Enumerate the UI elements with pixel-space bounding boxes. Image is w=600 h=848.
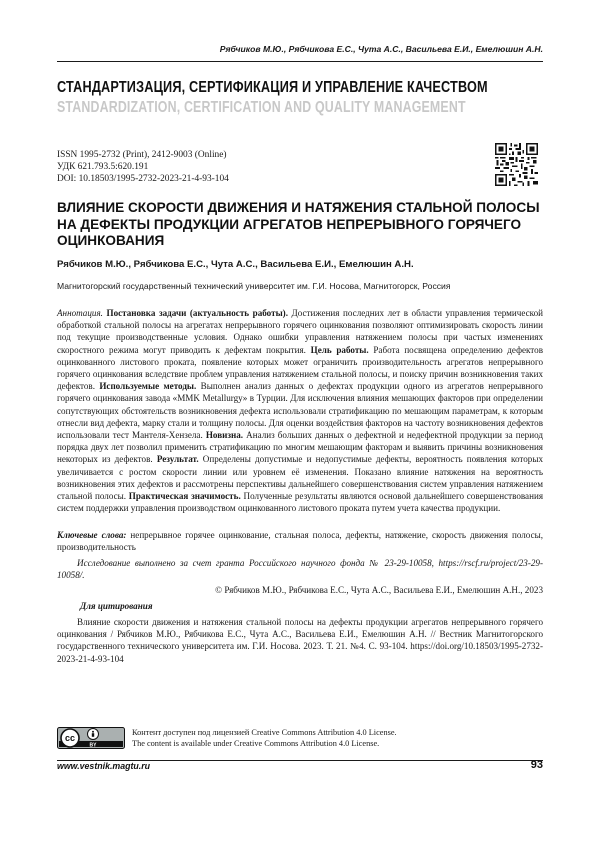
citation-label: Для цитирования [80, 601, 153, 611]
keywords [57, 529, 543, 553]
article-title: ВЛИЯНИЕ СКОРОСТИ ДВИЖЕНИЯ И НАТЯЖЕНИЯ СТАЛЬНОЙ ПОЛОСЫ НА ДЕФЕКТЫ ПРОДУКЦИИ АГРЕГАТОВ НЕПРЕРЫВНОГО ГОРЯЧЕГО ОЦИНКОВАНИЯ [57, 200, 540, 248]
cc-badge-cc-text: cc [64, 733, 76, 743]
abstract-goal-text: Работа посвящена определению дефектов оцинкованного листового проката, появление которых может ограничить производительность агрегатов непрерывного горячего оцинкования вследствие проблем управления натяжением стальной полосы, и поиску причин возникновения таких дефектов. [57, 344, 543, 392]
license-line-en: The content is available under Creative Commons Attribution 4.0 License. [132, 739, 380, 748]
abstract-novelty-heading: Новизна. [205, 430, 244, 441]
abstract-label: Аннотация. [57, 308, 103, 318]
abstract-problem-heading: Постановка задачи (актуальность работы). [106, 308, 288, 318]
abstract-significance-text: Полученные результаты являются основой дальнейшего совершенствования систем поддержки управления производством оцинкованного листового проката путем учета качества продукции. [57, 491, 543, 514]
abstract-significance-heading: Практическая значимость. [128, 491, 241, 502]
abstract-problem-text: Достижения последних лет в области управления термической обработкой стальной полосы на агрегатах непрерывного горячего оцинкования позволяют оптимизировать скорость линии под текущие производственные условия. Однако ошибки управления натяжением полосы при частых изменениях скоростного режима могут приводить к дефектам покрытия. [57, 308, 544, 355]
abstract-methods-heading: Используемые методы. [99, 381, 197, 392]
abstract-result-heading: Результат. [156, 454, 199, 465]
abstract [57, 307, 543, 514]
affiliation: Магнитогорский государственный технический университет им. Г.И. Носова, Магнитогорск, Россия [57, 281, 451, 291]
issn: ISSN 1995-2732 (Print), 2412-9003 (Online) [57, 150, 227, 160]
license-text [132, 727, 397, 749]
abstract-goal-heading: Цель работы. [310, 344, 369, 355]
abstract-result-text: Определены допустимые и недопустимые дефекты, вероятность появления которых увеличивается с ростом скорости линии или уровнем её изменения. Показано влияние натяжения на вероятность возникновения этих дефектов и рассмотрены перспективы дальнейшего совершенствования систем управления натяжением стальной полосы. [57, 454, 544, 502]
journal-title-ru: СТАНДАРТИЗАЦИЯ, СЕРТИФИКАЦИЯ И УПРАВЛЕНИЕ КАЧЕСТВОМ [57, 79, 488, 96]
funding-note: Исследование выполнено за счет гранта Российского научного фонда № 23-29-10058, https://rscf.ru/project/23-29-10058/. [57, 558, 543, 581]
udc: УДК 621.793.5:620.191 [57, 162, 149, 172]
header-rule [57, 61, 543, 62]
article-authors: Рябчиков М.Ю., Рябчикова Е.С., Чута А.С., Васильева Е.И., Емелюшин А.Н. [57, 259, 414, 270]
running-header: Рябчиков М.Ю., Рябчикова Е.С., Чута А.С., Васильева Е.И., Емелюшин А.Н. [219, 44, 543, 54]
footer-url-link[interactable]: www.vestnik.magtu.ru [57, 761, 151, 771]
keywords-label: Ключевые слова: [57, 530, 127, 540]
page-number: 93 [530, 759, 543, 771]
qr-code-icon [495, 143, 538, 186]
cc-badge-by-text: BY [89, 742, 97, 749]
abstract-methods-text: Выполнен анализ данных о дефектах продукции одного из агрегатов непрерывного горячего оцинкования завода «MMK Metallurgy» в Турции. Для исключения влияния мешающих факторов при определении сопутствующих обстоятельств возникновения дефекта использовали стратификацию по мешающим параметрам, к которым отнесли вид дефекта, марку стали и толщину полосы. Для оценки воздействия факторов на частоту возникновения дефектов использовали тест Мантеля-Хензела. [57, 381, 543, 441]
citation-text: Влияние скорости движения и натяжения стальной полосы на дефекты продукции агрегатов непрерывного горячего оцинкования / Рябчиков М.Ю., Рябчикова Е.С., Чута А.С., Васильева Е.И., Емелюшин А.Н. // Вестник Магнитогорского государственного технического университета им. Г.И. Носова. 2023. Т. 21. №4. С. 93-104. https://doi.org/10.18503/1995-2732-2023-21-4-93-104 [57, 617, 543, 664]
abstract-novelty-text: Анализ больших данных о дефектной и недефектной продукции за период порядка двух лет позволил применить стратификацию по многим мешающим факторам и выявить причины возникновения некоторых из дефектов. [57, 430, 543, 465]
license-line-ru: Контент доступен под лицензией Creative Commons Attribution 4.0 License. [132, 728, 397, 737]
journal-title-en: STANDARDIZATION, CERTIFICATION AND QUALITY MANAGEMENT [57, 99, 466, 116]
cc-by-license-icon[interactable] [57, 727, 125, 749]
copyright: © Рябчиков М.Ю., Рябчикова Е.С., Чута А.С., Васильева Е.И., Емелюшин А.Н., 2023 [215, 585, 543, 595]
doi: DOI: 10.18503/1995-2732-2023-21-4-93-104 [57, 174, 229, 184]
keywords-text: непрерывное горячее оцинкование, стальная полоса, дефекты, натяжение, скорость движения полосы, производительность [57, 530, 543, 553]
